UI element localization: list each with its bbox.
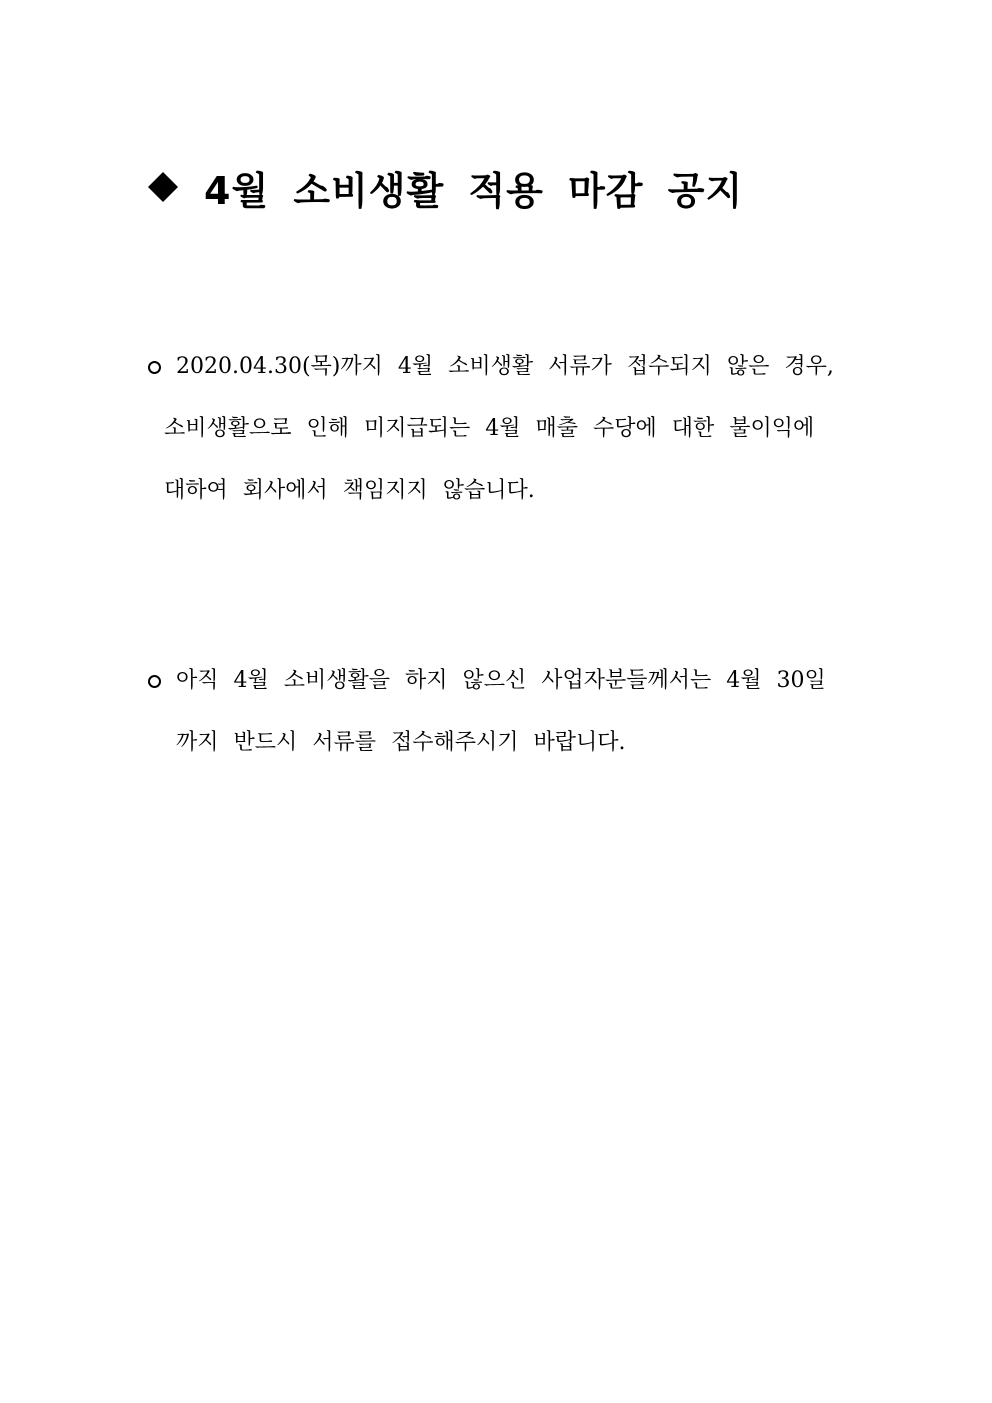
hollow-circle-icon xyxy=(148,675,161,688)
item1-line2: 소비생활으로 인해 미지급되는 4월 매출 수당에 대한 불이익에 xyxy=(164,416,815,441)
item1-line1: 2020.04.30(목)까지 4월 소비생활 서류가 접수되지 않은 경우, xyxy=(176,354,834,379)
notice-title xyxy=(142,160,743,214)
item1-line3: 대하여 회사에서 책임지지 않습니다. xyxy=(164,478,535,503)
item2-line1: 아직 4월 소비생활을 하지 않으신 사업자분들께서는 4월 30일 xyxy=(176,668,826,693)
title-text: 4월 소비생활 적용 마감 공지 xyxy=(204,168,744,213)
hollow-circle-icon xyxy=(148,361,161,374)
black-diamond-icon xyxy=(148,172,178,202)
item2-line2: 까지 반드시 서류를 접수해주시기 바랍니다. xyxy=(176,730,626,755)
